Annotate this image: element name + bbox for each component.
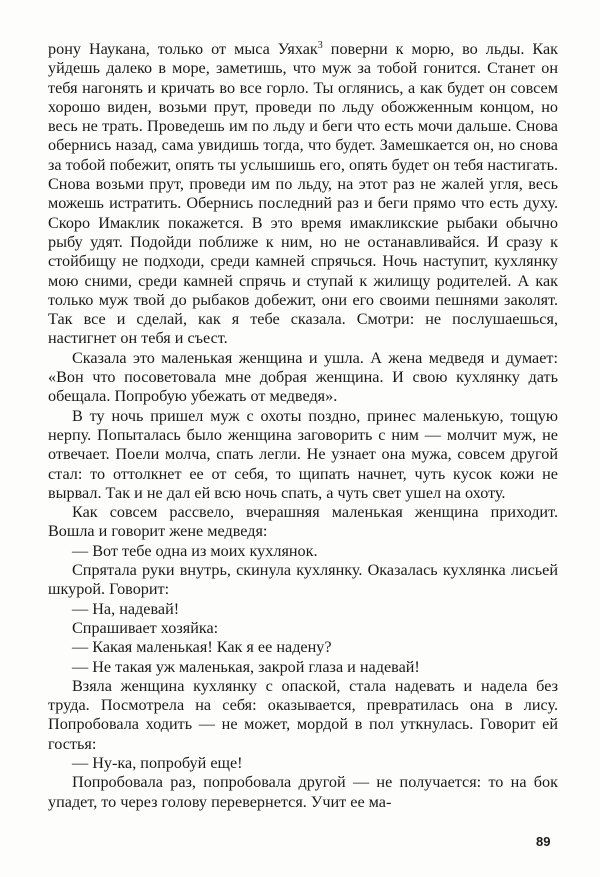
dialogue-line-5: — Ну-ка, попробуй еще! [72,753,243,772]
paragraph-6: Спрятала руки внутрь, скинула кухлянку. Оказалась кухлянка лисьей шкурой. Говорит: [48,561,558,599]
paragraph-4: Как совсем рассвело, вчерашняя маленькая женщина приходит. Вошла и говорит жене медведя: [48,503,558,541]
paragraph-13: Попробовала раз, попробовала другой — не получается: то на бок упадет, то через голову перевернется. Учит ее ма- [48,773,558,811]
dialogue-line-4: — Не такая уж маленькая, закрой глаза и надевай! [72,657,420,676]
paragraph-1-text-start: рону Наукана, только от мыса Уяхак [48,40,318,58]
paragraph-11: Взяла женщина кухлянку с опаской, стала надевать и надела без труда. Посмотрела на себя: оказывается, превратилась она в лису. Попробовала ходить — не может, мордой в пол уткнулась. Говорит ей гостья: [48,676,558,753]
paragraph-1-text-end: поверни к морю, во льды. Как уйдешь далеко в море, заметишь, что муж за тобой гонится. Станет он тебя нагонять и кричать во все горло. Ты оглянись, а как будет он совсем хорошо виден, возьми прут, проведи по льду обожженным концом, но весь не трать. Проведешь им по льду и беги что есть мочи дальше. Снова обернись назад, сама увидишь тогда, что будет. Замешкается он, но снова за тобой побежит, опять ты услышишь его, опять будет он тебя настигать. Снова возьми прут, проведи им по льду, на этот раз не жалей угля, весь можешь истратить. Обернись последний раз и беги прямо что есть духу. Скоро Имаклик покажется. В это время имакликские рыбаки обычно рыбу удят. Подойди поближе к ним, но не останавливайся. И сразу к стойбищу не подходи, среди камней спрячься. Ночь наступит, кухлянку мою сними, среди камней спрячь и ступай к жилищу родителей. А как только муж твой до рыбаков добежит, они его своими пешнями заколят. Так все и сделай, как я тебе сказала. Смотри: не послушаешься, настигнет он тебя и съест. [48,40,558,348]
paragraph-2: Сказала это маленькая женщина и ушла. А жена медведя и думает: «Вон что посоветовала мне добрая женщина. И свою кухлянку дать обещала. Попробую убежать от медведя». [48,348,558,406]
dialogue-line-3: — Какая маленькая! Как я ее надену? [72,638,332,657]
dialogue-line-2: — На, надевай! [72,599,180,618]
page-text [48,40,558,812]
page-number: 89 [536,834,551,849]
footnote-marker: 3 [317,40,323,51]
paragraph-3: В ту ночь пришел муж с охоты поздно, принес маленькую, тощую нерпу. Попыталась было женщина заговорить с ним — молчит муж, не отвечает. Поели молча, спать легли. Не узнает она мужа, совсем другой стал: то оттолкнет ее от себя, то щипать начнет, чуть кусок кожи не вырвал. Так и не дал ей всю ночь спать, а чуть свет ушел на охоту. [48,406,558,502]
dialogue-line-1: — Вот тебе одна из моих кухлянок. [72,541,318,560]
paragraph-1 [48,40,558,349]
paragraph-8: Спрашивает хозяйка: [72,618,219,637]
